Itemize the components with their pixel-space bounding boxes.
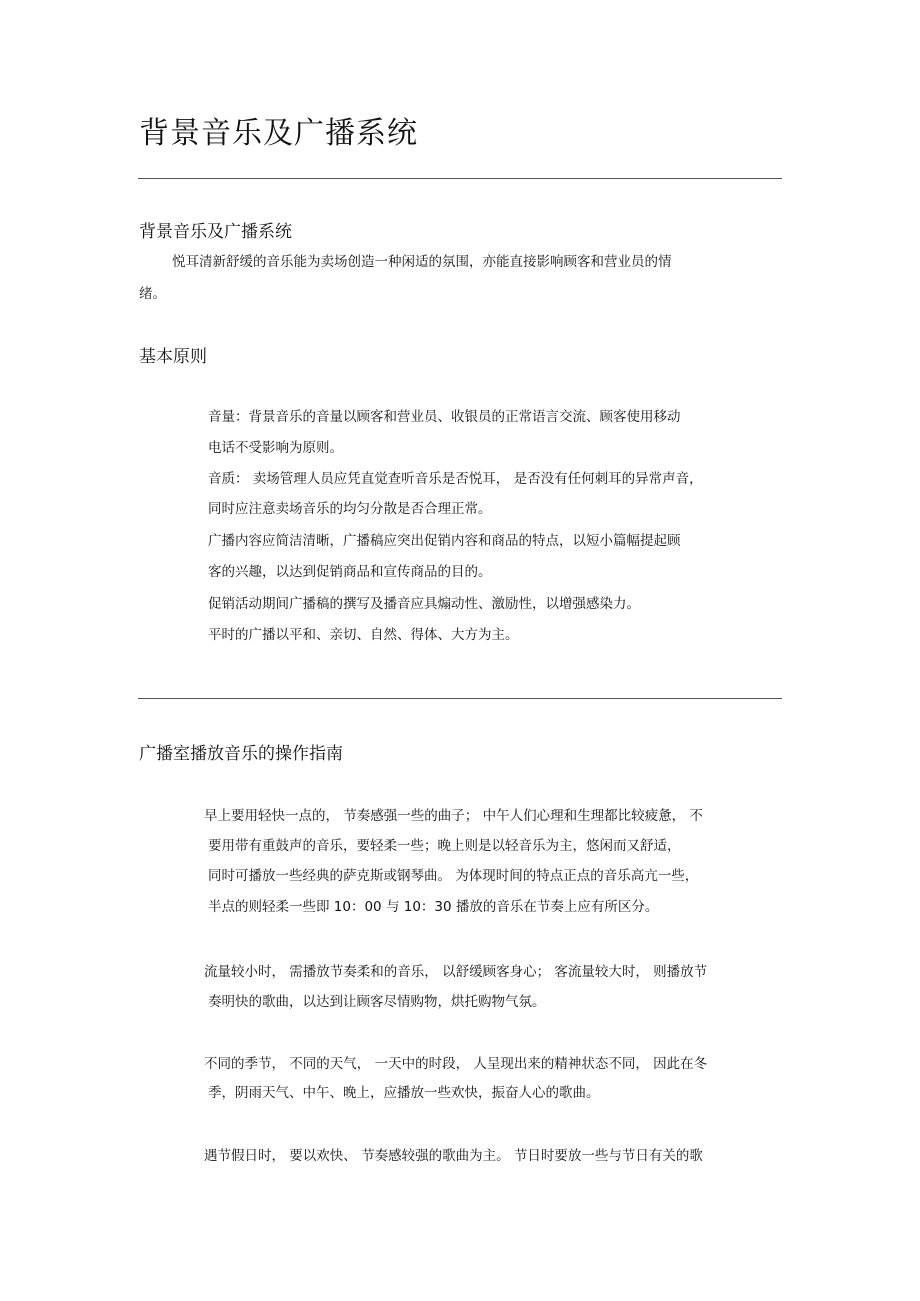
divider-top <box>138 178 782 179</box>
principle-line: 同时应注意卖场音乐的均匀分散是否合理正常。 <box>208 501 492 517</box>
principle-line: 音量：背景音乐的音量以顾客和营业员、收银员的正常语言交流、顾客使用移动 <box>208 409 681 425</box>
document-title: 背景音乐及广播系统 <box>139 116 418 151</box>
guide-line: 奏明快的歌曲，以达到让顾客尽情购物，烘托购物气氛。 <box>208 994 546 1010</box>
intro-line: 悦耳清新舒缓的音乐能为卖场创造一种闲适的氛围，亦能直接影响顾客和营业员的情 <box>172 254 672 270</box>
principle-line: 广播内容应简洁清晰，广播稿应突出促销内容和商品的特点，以短小篇幅提起顾 <box>208 533 681 549</box>
guide-line: 不同的季节， 不同的天气， 一天中的时段， 人呈现出来的精神状态不同， 因此在冬 <box>204 1056 708 1072</box>
principle-line: 客的兴趣，以达到促销商品和宣传商品的目的。 <box>208 564 492 580</box>
principles-heading: 基本原则 <box>139 347 207 367</box>
principle-line: 电话不受影响为原则。 <box>208 440 343 456</box>
divider-middle <box>138 698 782 699</box>
guide-line: 流量较小时， 需播放节奏柔和的音乐， 以舒缓顾客身心； 客流量较大时， 则播放节 <box>204 964 708 980</box>
guide-line: 要用带有重鼓声的音乐，要轻柔一些；晚上则是以轻音乐为主，悠闲而又舒适， <box>208 838 681 854</box>
guide-line: 半点的则轻柔一些即 10：00 与 10：30 播放的音乐在节奏上应有所区分。 <box>208 899 659 915</box>
guide-line: 遇节假日时， 要以欢快、 节奏感较强的歌曲为主。 节日时要放一些与节日有关的歌 <box>204 1148 703 1164</box>
guide-line: 同时可播放一些经典的萨克斯或钢琴曲。 为体现时间的特点正点的音乐高亢一些， <box>208 868 699 884</box>
intro-heading: 背景音乐及广播系统 <box>139 222 292 242</box>
principle-line: 促销活动期间广播稿的撰写及播音应具煽动性、激励性，以增强感染力。 <box>208 596 640 612</box>
principle-line: 音质： 卖场管理人员应凭直觉查听音乐是否悦耳， 是否没有任何刺耳的异常声音， <box>208 471 703 487</box>
intro-line: 绪。 <box>139 286 166 302</box>
principle-line: 平时的广播以平和、亲切、自然、得体、大方为主。 <box>208 627 519 643</box>
guide-line: 季，阴雨天气、中午、晚上，应播放一些欢快，振奋人心的歌曲。 <box>208 1085 600 1101</box>
guide-heading: 广播室播放音乐的操作指南 <box>139 744 343 764</box>
guide-line: 早上要用轻快一点的， 节奏感强一些的曲子； 中午人们心理和生理都比较疲惫， 不 <box>204 808 703 824</box>
